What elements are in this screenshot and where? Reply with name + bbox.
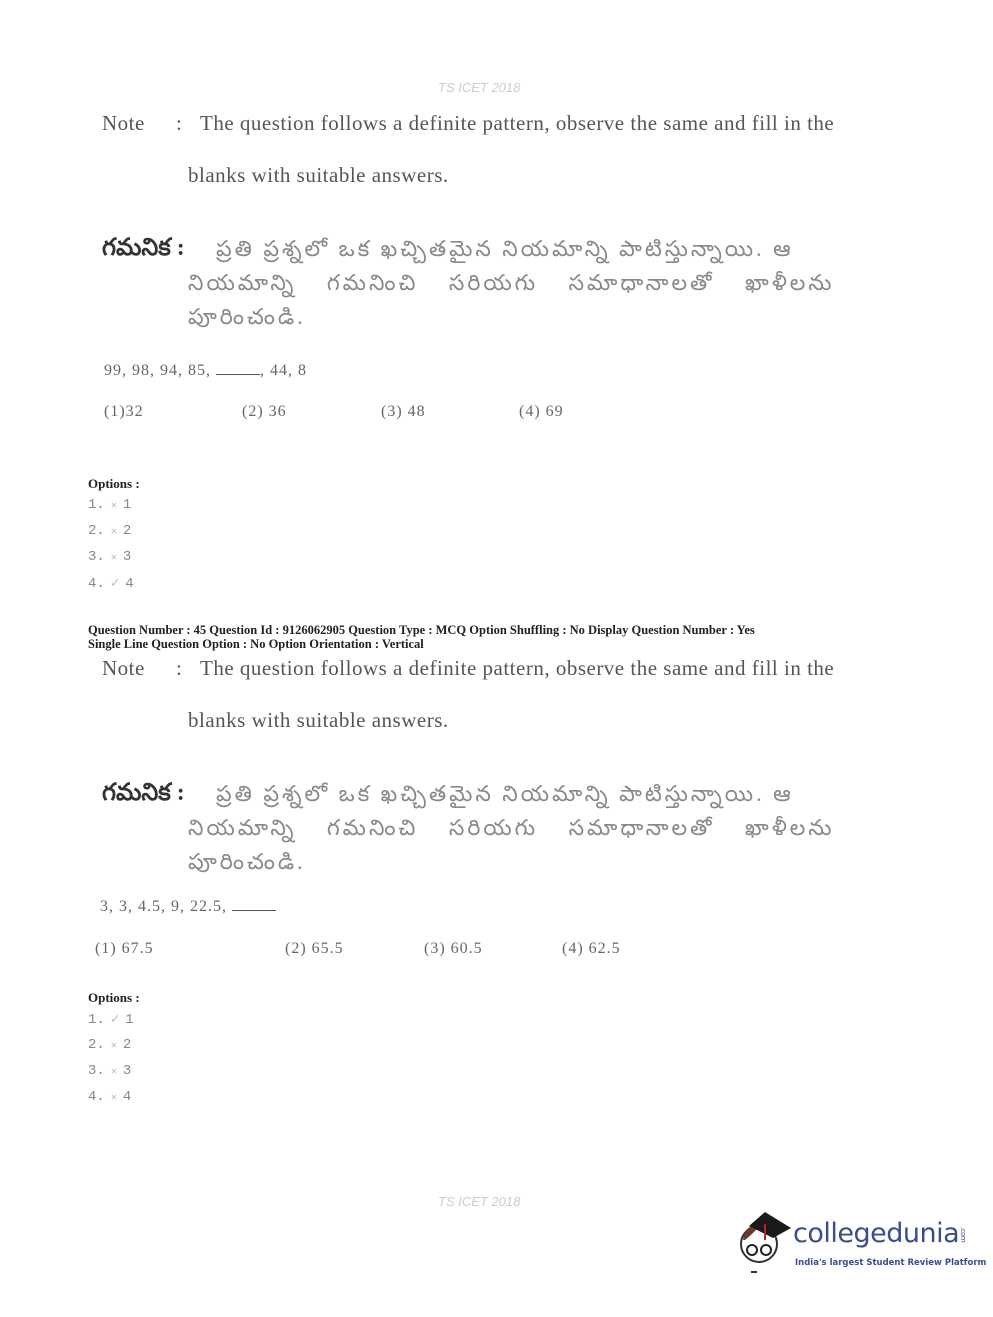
page-header: TS ICET 2018 xyxy=(438,80,521,95)
check-icon: ✓ xyxy=(110,1012,120,1028)
choice-4: (4) 69 xyxy=(519,403,564,420)
option-1 xyxy=(88,497,131,513)
option-value: 2 xyxy=(122,1037,132,1053)
series-text: 3, 3, 4.5, 9, 22.5, xyxy=(100,898,227,915)
page-footer: TS ICET 2018 xyxy=(438,1194,521,1209)
option-number: 4. xyxy=(88,1089,105,1105)
choice-4: (4) 62.5 xyxy=(562,940,621,957)
option-4 xyxy=(88,1089,131,1105)
choice-2: (2) 36 xyxy=(242,403,287,420)
cross-icon: ✕ xyxy=(110,1067,117,1078)
note-separator: : xyxy=(176,111,183,135)
question-series xyxy=(100,898,276,916)
note-text-line1: The question follows a definite pattern, observe the same and fill in the xyxy=(200,656,835,680)
choice-1: (1)32 xyxy=(104,403,144,420)
choice-2: (2) 65.5 xyxy=(285,940,344,957)
cross-icon: ✕ xyxy=(110,1093,117,1104)
collegedunia-logo xyxy=(735,1210,987,1280)
choice-1: (1) 67.5 xyxy=(95,940,154,957)
option-1 xyxy=(88,1011,134,1028)
note-label: Note xyxy=(102,111,145,135)
cross-icon: ✕ xyxy=(110,527,117,538)
series-text-after: , 44, 8 xyxy=(260,362,307,379)
answer-blank xyxy=(216,374,260,375)
option-value: 1 xyxy=(122,497,132,513)
option-value: 4 xyxy=(122,1089,132,1105)
option-number: 1. xyxy=(88,497,105,513)
telugu-note-line3: పూరించండి. xyxy=(188,304,306,329)
option-value: 1 xyxy=(125,1012,134,1028)
logo-tagline: India's largest Student Review Platform xyxy=(795,1258,987,1268)
option-value: 3 xyxy=(122,549,132,565)
question-series xyxy=(104,362,307,380)
option-3 xyxy=(88,1063,131,1079)
option-4 xyxy=(88,575,134,592)
option-value: 4 xyxy=(125,576,134,592)
telugu-note-line1: ప్రతి ప్రశ్నలో ఒక ఖచ్చితమైన నియమాన్ని పాటిస్తున్నాయి. ఆ xyxy=(216,781,794,806)
question-meta-line2: Single Line Question Option : No Option Orientation : Vertical xyxy=(88,637,424,651)
options-label: Options : xyxy=(88,990,140,1005)
logo-wordmark xyxy=(793,1218,967,1249)
cross-icon: ✕ xyxy=(110,501,117,512)
telugu-note-line2: నియమాన్ని గమనించి సరియగు సమాధానాలతో ఖాళీలను xyxy=(188,270,835,295)
options-label: Options : xyxy=(88,476,140,491)
answer-blank xyxy=(232,910,276,911)
mascot-icon xyxy=(735,1210,793,1276)
option-number: 4. xyxy=(88,576,105,592)
cross-icon: ✕ xyxy=(110,553,117,564)
option-number: 2. xyxy=(88,523,105,539)
choice-3: (3) 48 xyxy=(381,403,426,420)
telugu-note-line3: పూరించండి. xyxy=(188,849,306,874)
question-meta-line1: Question Number : 45 Question Id : 9126062905 Question Type : MCQ Option Shuffling : No Display Question Number : Yes xyxy=(88,623,755,637)
option-2 xyxy=(88,1037,131,1053)
check-icon: ✓ xyxy=(110,576,120,592)
option-value: 2 xyxy=(122,523,132,539)
telugu-note-line2: నియమాన్ని గమనించి సరియగు సమాధానాలతో ఖాళీలను xyxy=(188,815,835,840)
choice-3: (3) 60.5 xyxy=(424,940,483,957)
cross-icon: ✕ xyxy=(110,1041,117,1052)
series-text: 99, 98, 94, 85, xyxy=(104,362,211,379)
telugu-note-label: గమనిక : xyxy=(102,235,185,261)
note-text-line2: blanks with suitable answers. xyxy=(188,708,449,732)
option-number: 3. xyxy=(88,549,105,565)
option-value: 3 xyxy=(122,1063,132,1079)
note-text-line1: The question follows a definite pattern, observe the same and fill in the xyxy=(200,111,835,135)
option-number: 3. xyxy=(88,1063,105,1079)
option-3 xyxy=(88,549,131,565)
option-number: 2. xyxy=(88,1037,105,1053)
telugu-note-label: గమనిక : xyxy=(102,780,185,806)
logo-name: collegedunia xyxy=(793,1218,960,1249)
option-number: 1. xyxy=(88,1012,105,1028)
option-2 xyxy=(88,523,131,539)
note-separator: : xyxy=(176,656,183,680)
telugu-note-line1: ప్రతి ప్రశ్నలో ఒక ఖచ్చితమైన నియమాన్ని పాటిస్తున్నాయి. ఆ xyxy=(216,236,794,261)
note-text-line2: blanks with suitable answers. xyxy=(188,163,449,187)
note-label: Note xyxy=(102,656,145,680)
logo-suffix: .com xyxy=(959,1226,968,1242)
